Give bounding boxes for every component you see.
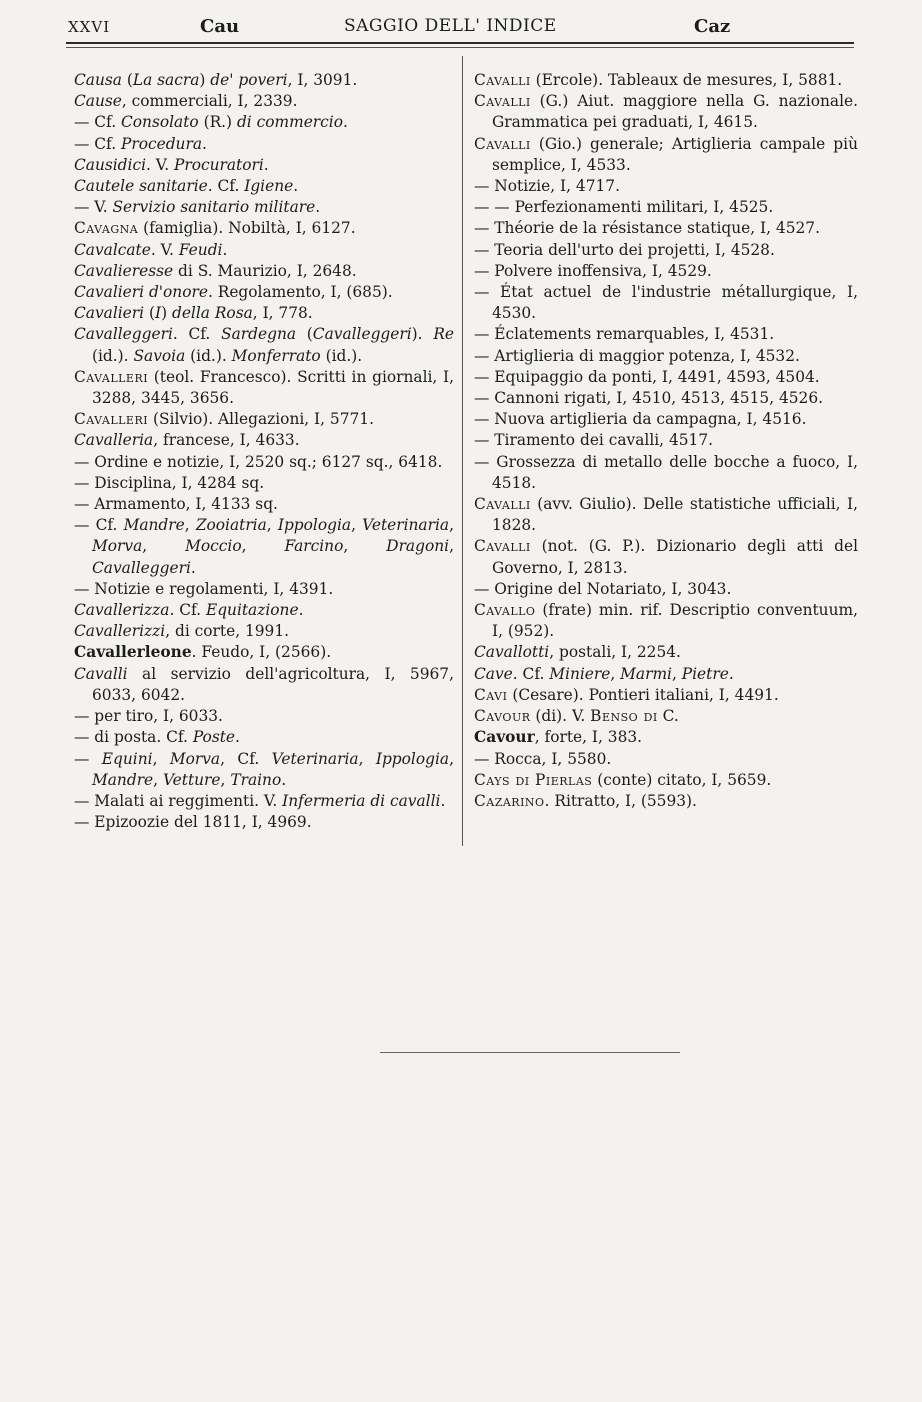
index-entry: Cavour (di). V. Benso di C. bbox=[474, 707, 679, 726]
index-entry: — Notizie, I, 4717. bbox=[474, 177, 620, 196]
index-entry: Cavalleria, francese, I, 4633. bbox=[74, 431, 300, 450]
index-entry: — Teoria dell'urto dei projetti, I, 4528. bbox=[474, 240, 775, 259]
bottom-rule bbox=[380, 1052, 680, 1053]
index-entry: — Cannoni rigati, I, 4510, 4513, 4515, 4526. bbox=[474, 389, 824, 408]
index-entry: — Polvere inoffensiva, I, 4529. bbox=[474, 261, 712, 280]
header-rule-thin bbox=[66, 47, 854, 48]
index-entry: — Equini, Morva, Cf. Veterinaria, Ippologia, Mandre, Vetture, Traino. bbox=[74, 749, 454, 789]
index-entry: Cavalieri d'onore. Regolamento, I, (685). bbox=[74, 283, 393, 302]
index-entry: — Ordine e notizie, I, 2520 sq.; 6127 sq., 6418. bbox=[74, 452, 443, 471]
index-entry: Cavi (Cesare). Pontieri italiani, I, 4491. bbox=[474, 685, 779, 704]
index-entry: — Cf. Procedura. bbox=[74, 134, 207, 153]
index-entry: — Cf. Mandre, Zooiatria, Ippologia, Veterinaria, Morva, Moccio, Farcino, Dragoni, Cavalleggeri. bbox=[74, 516, 454, 577]
index-entry: Cavalli (avv. Giulio). Delle statistiche ufficiali, I, 1828. bbox=[474, 495, 858, 535]
index-entry: — Cf. Consolato (R.) di commercio. bbox=[74, 113, 348, 132]
index-entry: — Éclatements remarquables, I, 4531. bbox=[474, 325, 775, 344]
index-entry: — di posta. Cf. Poste. bbox=[74, 728, 240, 747]
index-entry: Cavour, forte, I, 383. bbox=[474, 728, 643, 747]
index-entry: Cavalli (G.) Aiut. maggiore nella G. nazionale. Grammatica pei graduati, I, 4615. bbox=[474, 92, 858, 132]
index-entry: Cavalleri (Silvio). Allegazioni, I, 5771. bbox=[74, 410, 374, 429]
index-entry: Causa (La sacra) de' poveri, I, 3091. bbox=[74, 71, 358, 89]
index-entry: — Théorie de la résistance statique, I, 4527. bbox=[474, 219, 820, 238]
index-entry: — V. Servizio sanitario militare. bbox=[74, 198, 321, 217]
index-entry: Cavalli (not. (G. P.). Dizionario degli atti del Governo, I, 2813. bbox=[474, 537, 858, 577]
column-divider bbox=[462, 56, 463, 846]
index-entry: — Nuova artiglieria da campagna, I, 4516. bbox=[474, 410, 807, 429]
index-entry: Cavallerizzi, di corte, 1991. bbox=[74, 622, 290, 641]
index-entry: — État actuel de l'industrie métallurgique, I, 4530. bbox=[474, 283, 858, 323]
index-entry: Cave. Cf. Miniere, Marmi, Pietre. bbox=[474, 664, 734, 683]
index-entry: — Grossezza di metallo delle bocche a fuoco, I, 4518. bbox=[474, 452, 858, 492]
index-entry: Cavallerizza. Cf. Equitazione. bbox=[74, 601, 304, 620]
index-entry: — Armamento, I, 4133 sq. bbox=[74, 495, 278, 514]
index-entry: — Tiramento dei cavalli, 4517. bbox=[474, 431, 714, 450]
page-title: SAGGIO DELL' INDICE bbox=[344, 16, 557, 36]
index-entry: Cavagna (famiglia). Nobiltà, I, 6127. bbox=[74, 219, 356, 238]
index-entry: — Equipaggio da ponti, I, 4491, 4593, 4504. bbox=[474, 367, 820, 386]
index-entry: Cavalli al servizio dell'agricoltura, I, 5967, 6033, 6042. bbox=[74, 664, 454, 704]
left-column bbox=[74, 70, 454, 833]
index-entry: — Rocca, I, 5580. bbox=[474, 749, 612, 768]
index-entry: Cautele sanitarie. Cf. Igiene. bbox=[74, 177, 299, 196]
index-entry: — Epizoozie del 1811, I, 4969. bbox=[74, 813, 312, 832]
index-entry: Cavalieresse di S. Maurizio, I, 2648. bbox=[74, 261, 357, 280]
index-entry: Cays di Pierlas (conte) citato, I, 5659. bbox=[474, 770, 772, 789]
running-header bbox=[66, 12, 854, 42]
index-entry: Causidici. V. Procuratori. bbox=[74, 155, 269, 174]
page-number: XXVI bbox=[68, 18, 111, 36]
index-entry: Cavalli (Gio.) generale; Artiglieria campale più semplice, I, 4533. bbox=[474, 134, 858, 174]
index-entry: Cavalleggeri. Cf. Sardegna (Cavalleggeri). Re (id.). Savoia (id.). Monferrato (id.). bbox=[74, 325, 455, 365]
index-entry: — Artiglieria di maggior potenza, I, 4532. bbox=[474, 346, 800, 365]
header-rule-thick bbox=[66, 42, 854, 44]
index-entry: Cazarino. Ritratto, I, (5593). bbox=[474, 791, 697, 810]
index-entry: Cavalli (Ercole). Tableaux de mesures, I, 5881. bbox=[474, 71, 843, 89]
index-entry: Cavallo (frate) min. rif. Descriptio conventuum, I, (952). bbox=[474, 601, 858, 641]
index-entry: — Origine del Notariato, I, 3043. bbox=[474, 579, 732, 598]
index-entry: Cavalleri (teol. Francesco). Scritti in giornali, I, 3288, 3445, 3656. bbox=[74, 367, 454, 408]
index-entry: Cause, commerciali, I, 2339. bbox=[74, 92, 298, 111]
index-entry: — Malati ai reggimenti. V. Infermeria di cavalli. bbox=[74, 791, 446, 810]
index-entry: — per tiro, I, 6033. bbox=[74, 707, 223, 726]
index-entry: — Notizie e regolamenti, I, 4391. bbox=[74, 579, 334, 598]
index-entry: Cavallotti, postali, I, 2254. bbox=[474, 643, 681, 662]
index-entry: — — Perfezionamenti militari, I, 4525. bbox=[474, 198, 774, 217]
right-column bbox=[474, 70, 858, 812]
index-entry: — Disciplina, I, 4284 sq. bbox=[74, 473, 265, 492]
index-entry: Cavalieri (I) della Rosa, I, 778. bbox=[74, 304, 313, 323]
index-entry: Cavallerleone. Feudo, I, (2566). bbox=[74, 643, 332, 662]
right-catchword: Caz bbox=[694, 16, 731, 37]
index-entry: Cavalcate. V. Feudi. bbox=[74, 240, 228, 259]
left-catchword: Cau bbox=[200, 16, 240, 37]
